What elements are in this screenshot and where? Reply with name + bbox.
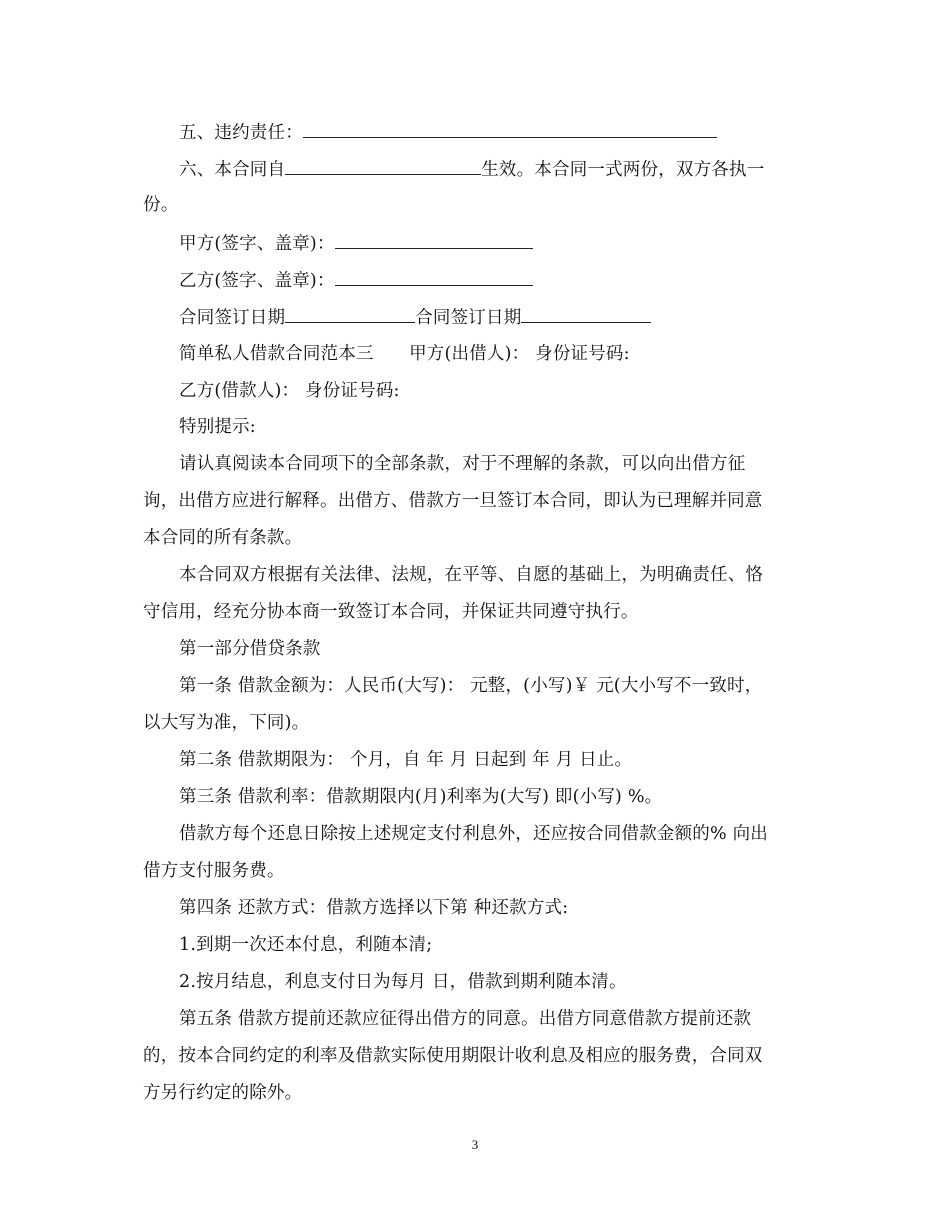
blank-line <box>335 268 533 286</box>
blank-line <box>285 305 415 323</box>
blank-line <box>521 305 651 323</box>
paragraph-line: 询，出借方应进行解释。出借方、借款方一旦签订本合同，即认为已理解并同意 <box>143 491 763 511</box>
clause-6-effective: 六、本合同自 生效。本合同一式两份，双方各执一 <box>179 157 764 181</box>
clause-5-breach-liability: 五、违约责任： <box>179 120 717 144</box>
article-2-line: 第二条 借款期限为： 个月，自 年 月 日起到 年 月 日止。 <box>179 750 633 770</box>
section-heading: 第一部分借贷条款 <box>179 639 321 659</box>
page-number: 3 <box>471 1137 479 1152</box>
special-notice-heading: 特别提示: <box>179 417 256 437</box>
signing-dates: 合同签订日期 合同签订日期 <box>179 305 651 329</box>
paragraph-line: 借方支付服务费。 <box>143 861 285 881</box>
borrower-line: 乙方(借款人)： 身份证号码: <box>179 381 400 401</box>
party-b-signature: 乙方(签字、盖章)： <box>179 268 533 292</box>
repayment-option-1: 1.到期一次还本付息，利随本清; <box>179 935 433 955</box>
article-5-line: 第五条 借款方提前还款应征得出借方的同意。出借方同意借款方提前还款 <box>179 1009 752 1029</box>
paragraph-line: 份。 <box>143 195 179 215</box>
paragraph-line: 守信用，经充分协本商一致签订本合同，并保证共同遵守执行。 <box>143 602 639 622</box>
party-a-signature: 甲方(签字、盖章)： <box>179 231 533 255</box>
paragraph-line: 的，按本合同约定的利率及借款实际使用期限计收利息及相应的服务费，合同双 <box>143 1046 763 1066</box>
article-3-line: 第三条 借款利率：借款期限内(月)利率为(大写) 即(小写) %。 <box>179 787 663 807</box>
blank-line <box>285 157 481 175</box>
paragraph-line: 本合同的所有条款。 <box>143 528 303 548</box>
blank-line <box>335 231 533 249</box>
paragraph-line: 以大写为准，下同)。 <box>143 713 310 733</box>
article-1-line: 第一条 借款金额为：人民币(大写)： 元整，(小写)￥ 元(大小写不一致时， <box>179 676 763 696</box>
article-4-line: 第四条 还款方式：借款方选择以下第 种还款方式: <box>179 898 569 918</box>
repayment-option-2: 2.按月结息，利息支付日为每月 日，借款到期利随本清。 <box>179 972 627 992</box>
paragraph-line: 本合同双方根据有关法律、法规，在平等、自愿的基础上，为明确责任、恪 <box>179 565 764 585</box>
blank-line <box>303 120 717 138</box>
paragraph-line: 方另行约定的除外。 <box>143 1083 303 1103</box>
paragraph-line: 请认真阅读本合同项下的全部条款，对于不理解的条款，可以向出借方征 <box>179 454 746 474</box>
template-three-heading: 简单私人借款合同范本三 甲方(出借人)： 身份证号码: <box>179 344 630 364</box>
paragraph-line: 借款方每个还息日除按上述规定支付利息外，还应按合同借款金额的% 向出 <box>179 824 768 844</box>
